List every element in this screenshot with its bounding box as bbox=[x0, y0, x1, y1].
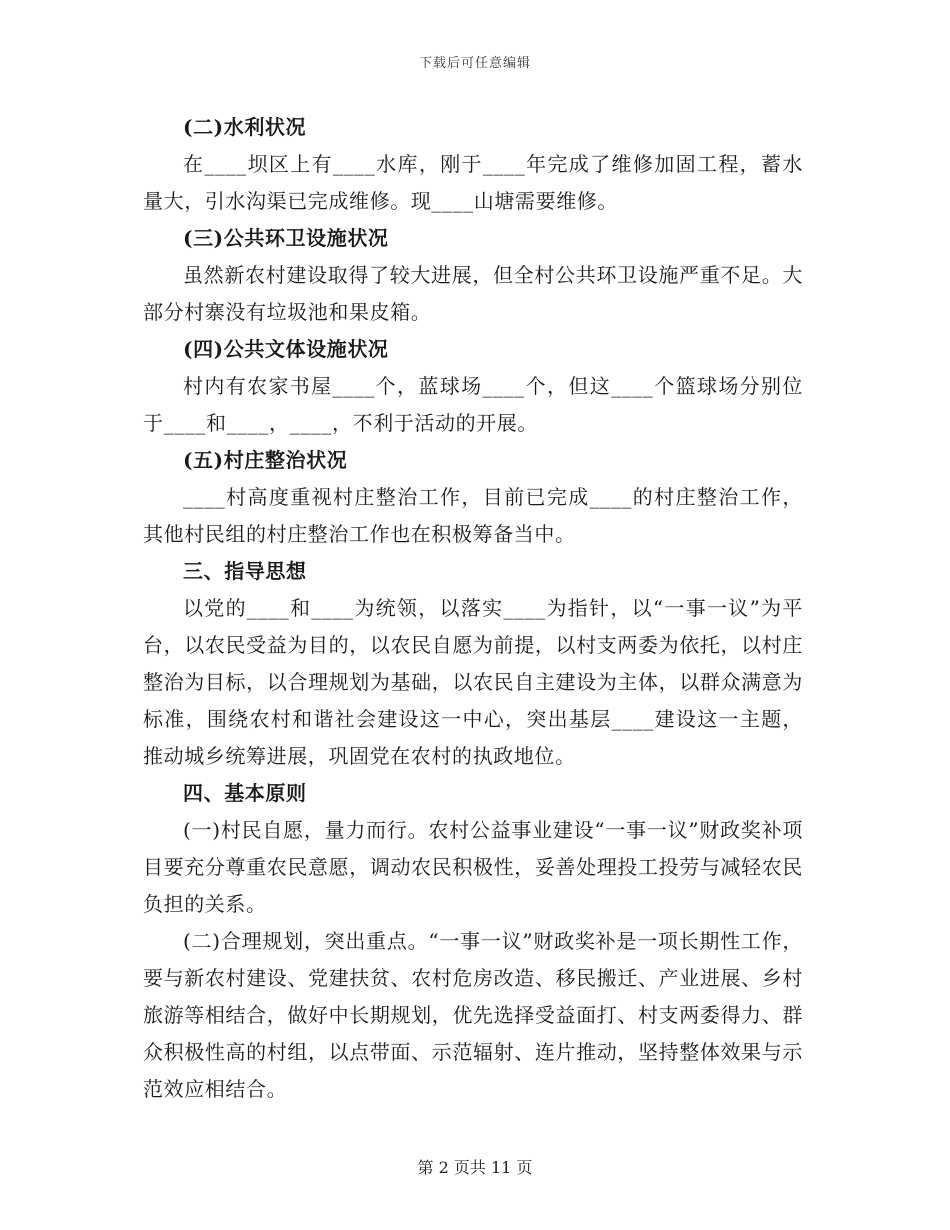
section-heading-basic-principles: 四、基本原则 bbox=[183, 781, 307, 805]
paragraph-guiding-ideology: 以党的____和____为统领，以落实____为指针，以“一事一议”为平台，以农民受益为目的，以农民自愿为前提，以村支两委为依托，以村庄整治为目标，以合理规划为基础，以农民自主建设为主体，以群众满意为标准，围绕农村和谐社会建设这一中心，突出基层____建设这一主题，推动城乡统筹进展，巩固党在农村的执政地位。 bbox=[143, 596, 803, 768]
section-heading-water: (二)水利状况 bbox=[183, 115, 307, 139]
page-footer: 第 2 页共 11 页 bbox=[417, 1158, 533, 1177]
section-heading-village-renovation: (五)村庄整治状况 bbox=[183, 448, 348, 472]
paragraph-principle-1: (一)村民自愿，量力而行。农村公益事业建设“一事一议”财政奖补项目要充分尊重农民意愿，调动农民积极性，妥善处理投工投劳与减轻农民负担的关系。 bbox=[143, 818, 803, 916]
section-heading-guiding-ideology: 三、指导思想 bbox=[183, 559, 307, 583]
paragraph-culture-sports: 村内有农家书屋____个，蓝球场____个，但这____个篮球场分别位于____和____，____，不利于活动的开展。 bbox=[143, 374, 803, 435]
section-heading-sanitation: (三)公共环卫设施状况 bbox=[183, 226, 389, 250]
paragraph-principle-2: (二)合理规划，突出重点。“一事一议”财政奖补是一项长期性工作，要与新农村建设、党建扶贫、农村危房改造、移民搬迁、产业进展、乡村旅游等相结合，做好中长期规划，优先选择受益面打、村支两委得力、群众积极性高的村组，以点带面、示范辐射、连片推动，坚持整体效果与示范效应相结合。 bbox=[143, 929, 803, 1101]
paragraph-sanitation: 虽然新农村建设取得了较大进展，但全村公共环卫设施严重不足。大部分村寨没有垃圾池和果皮箱。 bbox=[143, 263, 803, 324]
page-header: 下载后可任意编辑 bbox=[418, 56, 531, 71]
section-heading-culture-sports: (四)公共文体设施状况 bbox=[183, 337, 389, 361]
document-body bbox=[143, 109, 803, 1108]
paragraph-village-renovation: ____村高度重视村庄整治工作，目前已完成____的村庄整治工作，其他村民组的村庄整治工作也在积极筹备当中。 bbox=[143, 485, 803, 546]
paragraph-water: 在____坝区上有____水库，刚于____年完成了维修加固工程，蓄水量大，引水沟渠已完成维修。现____山塘需要维修。 bbox=[143, 152, 803, 213]
